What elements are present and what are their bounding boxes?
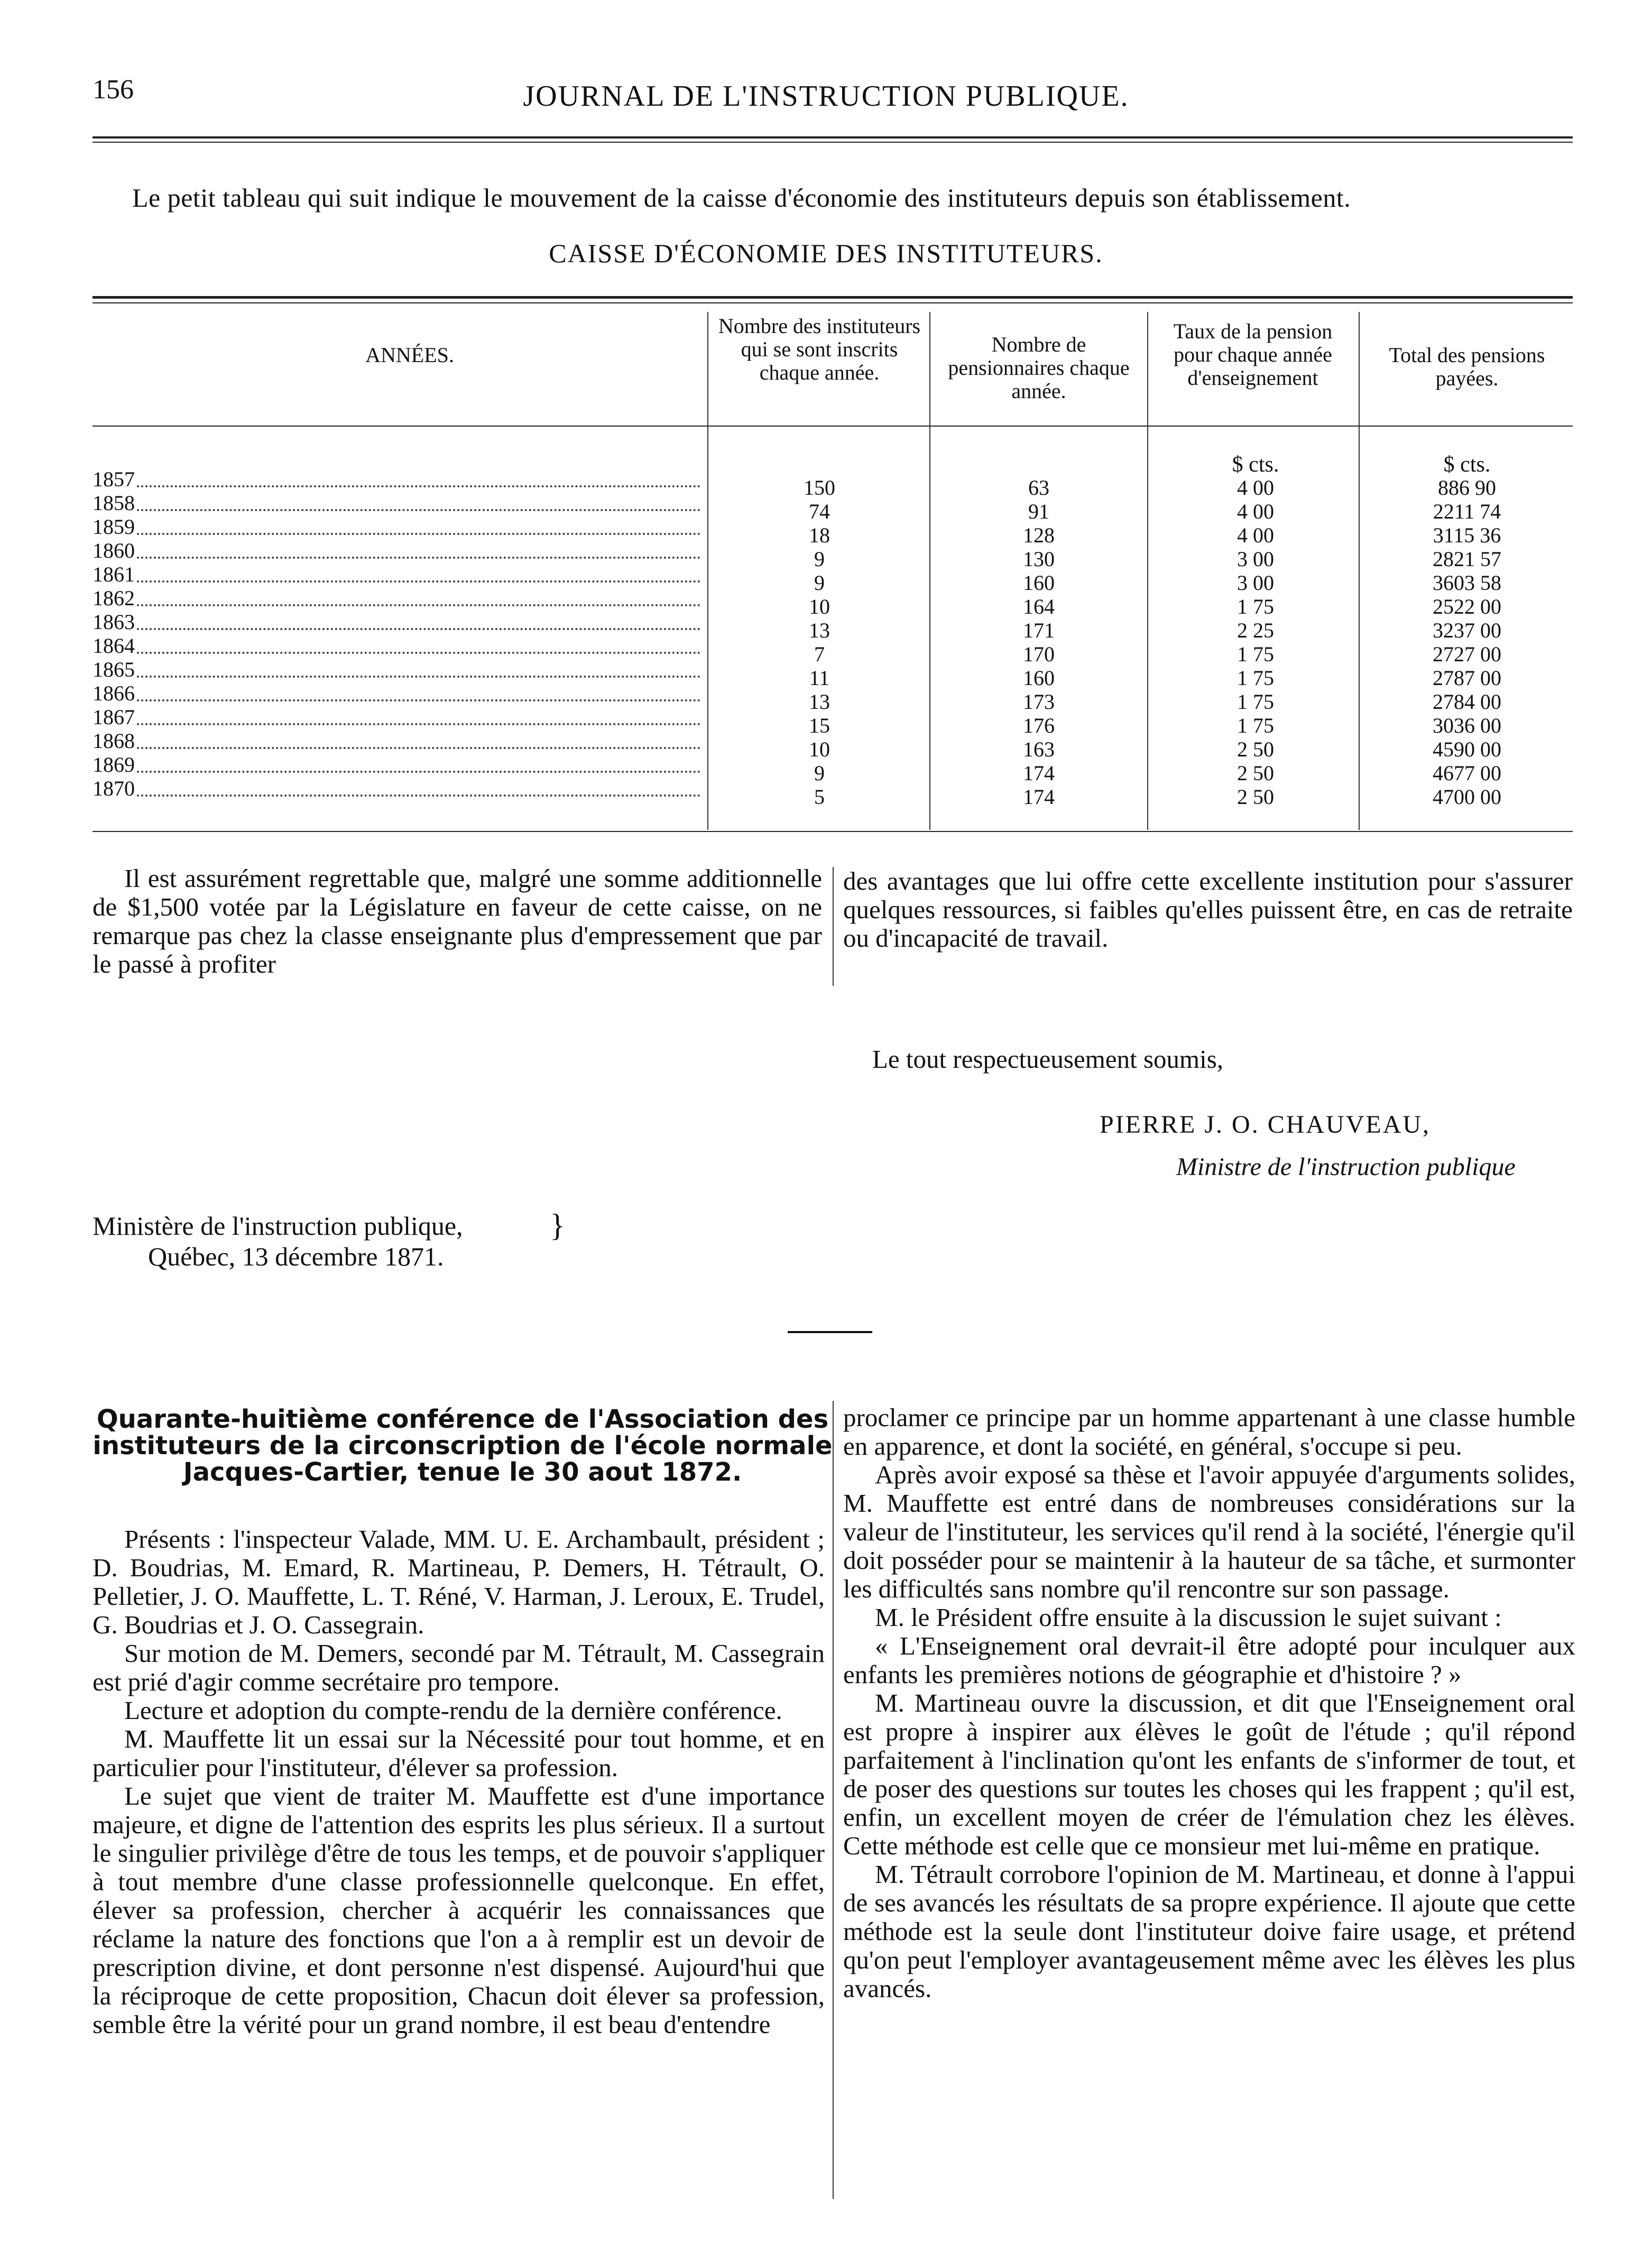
registered-cell: 9 [814,761,825,785]
dot-leader [137,723,700,725]
table-row [93,706,706,729]
dot-leader [137,533,700,535]
total-cell: 2211 74 [1433,500,1501,523]
dot-leader [137,676,700,678]
column-divider [833,867,834,986]
rate-cell: 2 50 [1237,761,1274,785]
registered-cell: 9 [814,547,825,571]
year-cell: 1867 [93,705,135,729]
place-date [93,1210,463,1272]
total-cell: 2821 57 [1433,547,1501,571]
total-cell: 3237 00 [1433,618,1501,642]
paragraph: M. le Président offre ensuite à la discussion le sujet suivant : [875,1603,1502,1632]
header-rate: Taux de la pension pour chaque année d'enseignement [1173,319,1333,390]
signature: PIERRE J. O. CHAUVEAU, [1100,1111,1431,1139]
year-cell: 1862 [93,586,135,610]
dot-leader [137,485,700,487]
total-cell: 4590 00 [1433,737,1501,761]
signature-title: Ministre de l'instruction publique [1176,1153,1516,1181]
registered-cell: 9 [814,571,825,595]
table-row [93,563,706,587]
rate-cell: 3 00 [1237,571,1274,595]
rate-cell: 1 75 [1237,595,1274,618]
year-cell: 1869 [93,753,135,777]
pensioners-cell: 174 [1023,761,1055,785]
table-bottom-rule [93,831,1573,832]
header-registered: Nombre des instituteurs qui se sont inscrits chaque année. [718,314,921,384]
header-rule-thin [93,142,1573,143]
registered-cell: 10 [809,737,830,761]
dot-leader [137,580,700,583]
rate-cell: 4 00 [1237,500,1274,523]
report-left-text [93,864,822,978]
article-left-column [93,1525,825,2039]
table-row [93,492,706,515]
total-cell: 4677 00 [1433,761,1501,785]
report-paragraph-right: des avantages que lui offre cette excellente institution pour s'assurer quelques ressources, si faibles qu'elles puissent être, en cas de retraite ou d'incapacité de travail. [843,866,1573,953]
dot-leader [137,557,700,559]
year-cell: 1864 [93,634,135,658]
dot-leader [137,652,700,654]
table-row [93,611,706,634]
rate-units: $ cts. [1232,452,1279,477]
registered-cell: 13 [809,690,830,714]
pensioners-cell: 63 [1028,476,1049,500]
paragraph: M. Martineau ouvre la discussion, et dit que l'Enseignement oral est propre à inspirer aux élèves le goût de l'étude ; qu'il répond parfaitement à l'inclination qu'ont les enfants de s'informer de tout, et de poser des questions sur toutes les choses qui les frappent ; qu'il est, enfin, un excellent moyen de créer de l'émulation chez les élèves. Cette méthode est celle que ce monsieur met lui-même en pratique. [843,1688,1575,1860]
total-cell: 3115 36 [1433,523,1501,547]
pensioners-cell: 173 [1023,690,1055,714]
pensioners-cell: 160 [1023,571,1055,595]
table-col-divider [929,312,930,830]
total-cell: 3603 58 [1433,571,1501,595]
year-cell: 1870 [93,777,135,800]
registered-cell: 150 [804,476,835,500]
paragraph: « L'Enseignement oral devrait-il être adopté pour inculquer aux enfants les premières notions de géographie et d'histoire ? » [843,1631,1575,1689]
year-cell: 1868 [93,729,135,753]
total-cell: 4700 00 [1433,785,1501,809]
total-cell: 2787 00 [1433,666,1501,690]
dot-leader [137,699,700,701]
header-total: Total des pensions payées. [1389,343,1545,390]
date-line: Québec, 13 décembre 1871. [148,1242,444,1271]
table-row [93,539,706,563]
dot-leader [137,794,700,797]
header-rule-thick [93,136,1573,138]
report-paragraph-left: Il est assurément regrettable que, malgré une somme additionnelle de $1,500 votée par la Législature en faveur de cette caisse, on ne remarque pas chez la classe enseignante plus d'empressement que par le passé à profiter [93,864,822,978]
rate-cell: 1 75 [1237,666,1274,690]
paragraph: Sur motion de M. Demers, secondé par M. Tétrault, M. Cassegrain est prié d'agir comme secrétaire pro tempore. [93,1639,825,1696]
table-col-divider [707,312,708,830]
paragraph: proclamer ce principe par un homme appartenant à une classe humble en apparence, et dont la société, en général, s'occupe si peu. [843,1403,1575,1461]
total-cell: 2727 00 [1433,642,1501,666]
table-row [93,729,706,753]
paragraph: Lecture et adoption du compte-rendu de la dernière conférence. [124,1696,782,1725]
registered-cell: 15 [809,714,830,737]
rate-cell: 3 00 [1237,547,1274,571]
total-column [1393,476,1541,809]
pensioners-cell: 174 [1023,785,1055,809]
rate-cell: 4 00 [1237,523,1274,547]
column-divider [833,1401,834,2199]
paragraph: Le sujet que vient de traiter M. Mauffette est d'une importance majeure, et digne de l'attention des esprits les plus sérieux. Il a surtout le singulier privilège d'être de tous les temps, et de pouvoir s'appliquer à tout membre d'une classe professionnelle quelconque. En effet, élever sa profession, chercher à acquérir les connaissances que réclame la nature des fonctions que l'on a à remplir est un devoir de prescription divine, et dont personne n'est dispensé. Aujourd'hui que la réciproque de cette proposition, Chacun doit élever sa profession, semble être la vérité pour un grand nombre, il est beau d'entendre [93,1781,825,2039]
rate-cell: 1 75 [1237,714,1274,737]
closing-line: Le tout respectueusement soumis, [872,1045,1224,1074]
total-cell: 3036 00 [1433,714,1501,737]
dot-leader [137,747,700,749]
article-right-column [843,1403,1575,2003]
dot-leader [137,771,700,773]
table-row [93,682,706,706]
rate-cell: 2 50 [1237,737,1274,761]
registered-cell: 10 [809,595,830,618]
intro-text: Le petit tableau qui suit indique le mouvement de la caisse d'économie des instituteurs depuis son établissement. [132,183,1351,212]
table-row [93,634,706,658]
total-cell: 2522 00 [1433,595,1501,618]
pensioners-cell: 170 [1023,642,1055,666]
pensioners-cell: 160 [1023,666,1055,690]
page-number: 156 [93,75,134,105]
table-header-rule [93,426,1573,427]
table-row [93,587,706,611]
year-cell: 1857 [93,467,135,491]
pension-table [93,296,1573,830]
rate-cell: 4 00 [1237,476,1274,500]
brace-mark: } [550,1208,565,1243]
total-units: $ cts. [1443,452,1491,477]
registered-cell: 7 [814,642,825,666]
section-separator [788,1331,872,1333]
pensioners-cell: 91 [1028,500,1049,523]
paragraph: M. Tétrault corrobore l'opinion de M. Martineau, et donne à l'appui de ses avancés les résultats de sa propre expérience. Il ajoute que cette méthode est la seule dont l'instituteur doive faire usage, et prétend qu'on peut l'employer avantageusement même avec les élèves les plus avancés. [843,1860,1575,2003]
rate-cell: 2 25 [1237,618,1274,642]
registered-cell: 18 [809,523,830,547]
year-cell: 1866 [93,681,135,705]
pensioners-cell: 171 [1023,618,1055,642]
table-row [93,468,706,492]
registered-cell: 13 [809,618,830,642]
total-cell: 2784 00 [1433,690,1501,714]
year-cell: 1860 [93,539,135,562]
total-cell: 886 90 [1438,476,1496,500]
table-row [93,658,706,682]
registered-column [714,476,925,809]
paragraph: M. Mauffette lit un essai sur la Nécessité pour tout homme, et en particulier pour l'instituteur, d'élever sa profession. [93,1724,825,1782]
table-row [93,515,706,539]
pensioners-cell: 176 [1023,714,1055,737]
registered-cell: 74 [809,500,830,523]
dot-leader [137,604,700,606]
pensioners-cell: 128 [1023,523,1055,547]
table-col-divider [1147,312,1148,830]
registered-cell: 5 [814,785,825,809]
journal-title: JOURNAL DE L'INSTRUCTION PUBLIQUE. [523,80,1129,113]
rate-column [1182,476,1330,809]
year-column [93,468,706,801]
place-line: Ministère de l'instruction publique, [93,1211,463,1241]
year-cell: 1865 [93,658,135,681]
rate-cell: 1 75 [1237,642,1274,666]
paragraph: Après avoir exposé sa thèse et l'avoir appuyée d'arguments solides, M. Mauffette est entré dans de nombreuses considérations sur la valeur de l'instituteur, les services qu'il rend à la société, l'énergie qu'il doit posséder pour se maintenir à la hauteur de sa tâche, et surmonter les difficultés sans nombre qu'il rencontre sur son passage. [843,1460,1575,1603]
pensioners-cell: 164 [1023,595,1055,618]
dot-leader [137,628,700,630]
rate-cell: 2 50 [1237,785,1274,809]
table-row [93,777,706,801]
year-cell: 1861 [93,562,135,586]
table-col-divider [1359,312,1360,830]
report-right-text [843,867,1573,953]
year-cell: 1859 [93,515,135,539]
pensioners-cell: 130 [1023,547,1055,571]
table-row [93,753,706,777]
year-cell: 1858 [93,491,135,515]
article-heading: Quarante-huitième conférence de l'Association des instituteurs de la circonscription de l'école normale Jacques-Cartier, tenue le 30 aout 1872. [93,1404,833,1487]
table-title: CAISSE D'ÉCONOMIE DES INSTITUTEURS. [549,238,1103,268]
header-pensioners: Nombre de pensionnaires chaque année. [948,332,1130,403]
pensioners-column [938,476,1139,809]
registered-cell: 11 [809,666,830,690]
pensioners-cell: 163 [1023,737,1055,761]
dot-leader [137,509,700,511]
rate-cell: 1 75 [1237,690,1274,714]
paragraph: Présents : l'inspecteur Valade, MM. U. E. Archambault, président ; D. Boudrias, M. Emard, R. Martineau, P. Demers, H. Tétrault, O. Pelletier, J. O. Mauffette, L. T. Réné, V. Harman, J. Leroux, E. Trudel, G. Boudrias et J. O. Cassegrain. [93,1524,825,1639]
year-cell: 1863 [93,610,135,634]
header-years: ANNÉES. [365,343,454,367]
